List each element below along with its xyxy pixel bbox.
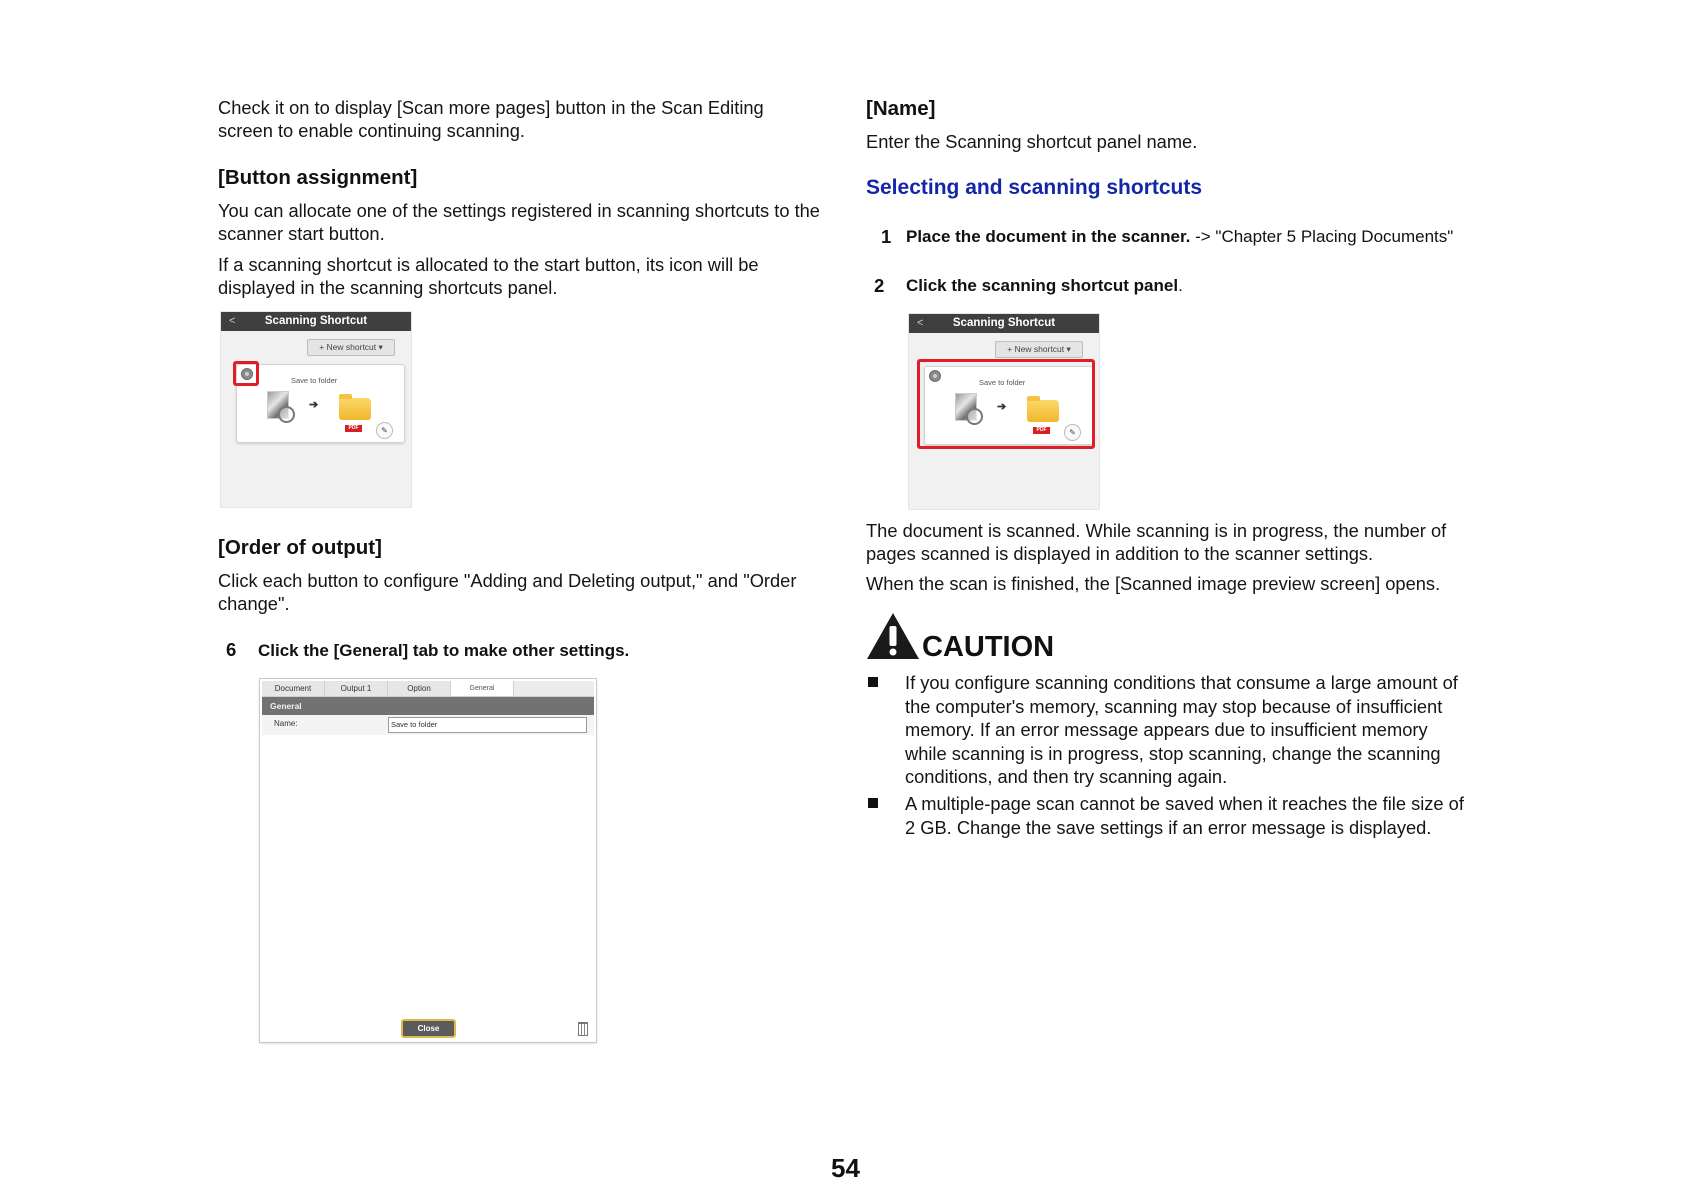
general-section-header: General [262,697,594,715]
arrow-right-icon: ➔ [309,399,319,411]
scanning-shortcut-screenshot-1 [220,311,412,508]
caution-item-1 [905,671,1458,789]
order-of-output-heading: [Order of output] [218,536,382,559]
settings-tab-bar [262,681,594,697]
tab-output-1[interactable]: Output 1 [325,681,388,696]
step-2-period: . [1178,276,1183,295]
close-button[interactable]: Close [401,1019,456,1038]
caution-item-1-line: while scanning is in progress, stop scanning, change the scanning [905,742,1441,764]
result-p1-line1: The document is scanned. While scanning is in progress, the number of [866,520,1447,541]
caution-item-1-line: conditions, and then try scanning again. [905,766,1228,787]
tab-option[interactable]: Option [388,681,451,696]
trash-icon[interactable] [578,1022,588,1036]
caution-title: CAUTION [922,631,1055,663]
result-p2: When the scan is finished, the [Scanned image preview screen] opens. [866,573,1441,594]
order-of-output-line2: change". [218,593,290,614]
step-2-text [906,276,1183,296]
new-shortcut-button[interactable]: + New shortcut ▾ [307,339,395,356]
step-1-bold: Place the document in the scanner. [906,227,1191,246]
shortcut-panel-title: Save to folder [291,376,338,385]
step-6-text: Click the [General] tab to make other settings. [258,641,630,660]
button-assignment-p2-line1: If a scanning shortcut is allocated to the start button, its icon will be [218,254,759,275]
caution-item-1-line: the computer's memory, scanning may stop because of insufficient [905,695,1443,717]
shortcut-panel-title: Save to folder [979,378,1026,387]
warning-triangle-icon [866,612,920,660]
scan-button-assigned-icon [278,406,295,423]
edit-pencil-icon[interactable]: ✎ [376,422,393,439]
back-chevron-icon: < [917,317,924,329]
edit-pencil-icon[interactable]: ✎ [1064,424,1081,441]
intro-line-2: screen to enable continuing scanning. [218,120,525,141]
step-1-number: 1 [881,226,892,247]
order-of-output-line1: Click each button to configure "Adding and Deleting output," and "Order [218,570,797,591]
highlight-box [233,361,259,386]
name-description: Enter the Scanning shortcut panel name. [866,131,1198,152]
folder-icon [339,398,371,420]
button-assignment-p1-line2: scanner start button. [218,223,385,244]
name-field-label: Name: [274,719,298,728]
bullet-icon [868,677,878,687]
caution-item-2-line: 2 GB. Change the save settings if an error message is displayed. [905,816,1432,838]
name-field-row [262,715,594,735]
tab-general[interactable]: General [451,681,514,696]
button-assignment-p2-line2: displayed in the scanning shortcuts panel. [218,277,558,298]
name-input[interactable]: Save to folder [388,717,587,733]
bullet-icon [868,798,878,808]
step-1-text [906,227,1453,247]
shortcut-panel-card[interactable] [236,364,405,443]
button-assignment-p1-line1: You can allocate one of the settings registered in scanning shortcuts to the [218,200,820,221]
step-6-number: 6 [226,639,237,660]
intro-line-1: Check it on to display [Scan more pages] button in the Scan Editing [218,97,764,118]
new-shortcut-button[interactable]: + New shortcut ▾ [995,341,1083,358]
button-assignment-heading: [Button assignment] [218,166,418,189]
caution-item-2 [905,792,1464,839]
step-2-number: 2 [874,275,885,296]
name-heading: [Name] [866,97,936,120]
pdf-badge: PDF [345,425,362,432]
highlight-box [917,359,1095,449]
caution-item-1-line: If you configure scanning conditions that consume a large amount of [905,672,1458,693]
screenshot-title: Scanning Shortcut [952,317,1056,329]
tab-document[interactable]: Document [262,681,325,696]
pdf-badge: PDF [1033,427,1050,434]
back-chevron-icon: < [229,315,236,327]
screenshot-title: Scanning Shortcut [264,315,368,327]
step-1-link[interactable]: -> "Chapter 5 Placing Documents" [1190,227,1454,246]
caution-item-1-line: memory. If an error message appears due to insufficient memory [905,719,1428,740]
screenshot-header [909,314,1099,333]
page-number: 54 [831,1153,860,1183]
caution-item-2-line: A multiple-page scan cannot be saved when it reaches the file size of [905,793,1464,814]
arrow-right-icon: ➔ [997,401,1007,413]
step-2-bold: Click the scanning shortcut panel [906,276,1179,295]
result-p1-line2: pages scanned is displayed in addition to the scanner settings. [866,543,1374,564]
selecting-shortcuts-heading: Selecting and scanning shortcuts [866,176,1203,199]
settings-dialog [259,678,597,1043]
scanning-shortcut-screenshot-2 [908,313,1100,510]
screenshot-header [221,312,411,331]
